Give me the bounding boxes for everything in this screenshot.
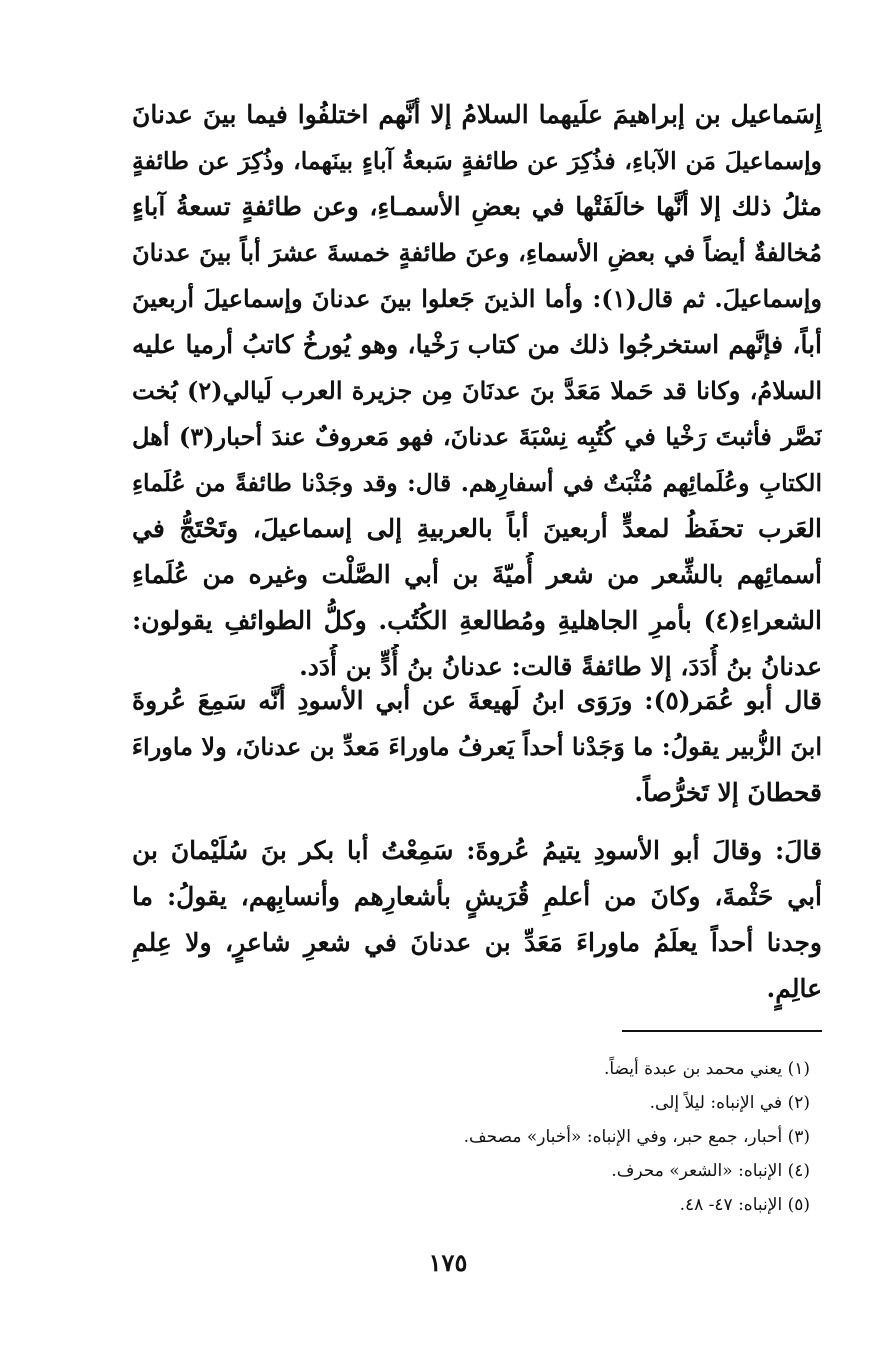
footnote: (٥) الإنباه: ٤٧- ٤٨. — [679, 1195, 810, 1215]
paragraph-2 — [132, 678, 822, 816]
paragraph-1 — [132, 92, 822, 690]
footnotes — [150, 1052, 810, 1222]
footnote: (٢) في الإنباه: ليلاً إلى. — [649, 1093, 810, 1113]
text-line: نَصَّر فأثبتَ رَخْيا في كُتُبِه نِسْبَةَ عدنانَ، فهو مَعروفٌ عندَ أحبار(٣) أهل — [132, 422, 822, 451]
page-number: ١٧٥ — [428, 1248, 468, 1277]
text-line: مثلُ ذلك إلا أنَّها خالَفَتْها في بعضِ الأسمـاءِ، وعن طائفةٍ تسعةُ آباءٍ — [132, 192, 822, 221]
text-line: قحطانَ إلا تَخرُّصاً. — [634, 778, 822, 807]
text-line: قالَ: وقالَ أبو الأسودِ يتيمُ عُروةَ: سَمِعْتُ أبا بكر بنَ سُلَيْمانَ بن — [132, 836, 822, 865]
text-line: أبي حَثْمةَ، وكانَ من أعلمِ قُرَيشٍ بأشعارِهم وأنسابِهم، يقولُ: ما — [132, 882, 822, 911]
footnote: (٤) الإنباه: «الشعر» محرف. — [611, 1161, 810, 1181]
text-line: وإسماعيلَ. ثم قال(١): وأما الذينَ جَعلوا بينَ عدنانَ وإسماعيلَ أربعينَ — [132, 284, 822, 313]
text-line: الشعراءِ(٤) بأمرِ الجاهليةِ ومُطالعةِ الكُتُب. وكلُّ الطوائفِ يقولون: — [132, 606, 822, 635]
text-line: العَرب تحفَظُ لمعدٍّ أربعينَ أباً بالعربيةِ إلى إسماعيلَ، وتَحْتَجُّ في — [132, 514, 822, 543]
text-line: عالِمٍ. — [766, 974, 822, 1003]
text-line: وجدنا أحداً يعلَمُ ماوراءَ مَعَدِّ بن عدنانَ في شعرِ شاعرٍ، ولا عِلمِ — [132, 928, 822, 957]
footnote: (٣) أحبار، جمع حبر، وفي الإنباه: «أخبار» مصحف. — [463, 1127, 810, 1147]
text-line: أباً، فإنَّهم استخرجُوا ذلك من كتاب رَخْيا، وهو يُورخُ كاتبُ أرميا عليه — [132, 330, 822, 359]
paragraph-3 — [132, 828, 822, 1012]
text-line: إِسَماعيل بن إبراهيمَ علَيهما السلامُ إلا أنَّهم اختلفُوا فيما بينَ عدنانَ — [132, 100, 822, 129]
footnote: (١) يعني محمد بن عبدة أيضاً. — [603, 1059, 810, 1079]
footnote-separator — [622, 1030, 822, 1032]
text-line: مُخالفةٌ أيضاً في بعضِ الأسماءِ، وعنَ طائفةٍ خمسةَ عشرَ أباً بينَ عدنانَ — [132, 238, 822, 267]
text-line: السلامُ، وكانا قد حَملا مَعَدَّ بنَ عدنَانَ مِن جزيرة العرب لَيالي(٢) بُخت — [132, 376, 822, 405]
text-line: ابنَ الزُّبير يقولُ: ما وَجَدْنا أحداً يَعرفُ ماوراءَ مَعدِّ بن عدنانَ، ولا ماوراءَ — [132, 732, 822, 761]
text-line: أسمائِهم بالشِّعر من شعر أُميّةَ بن أبي الصَّلْت وغيره من عُلَماءِ — [132, 560, 822, 589]
text-line: قال أبو عُمَر(٥): ورَوَى ابنُ لَهيعةَ عن أبي الأسودِ أنَّه سَمِعَ عُروةَ — [132, 686, 822, 715]
text-line: الكتابِ وعُلَمائِهم مُثْبَتٌ في أسفارِهم. قال: وقد وجَدْنا طائفةً من عُلَماءِ — [132, 469, 822, 497]
text-line: عدنانُ بنُ أُدَدَ، إلا طائفةً قالت: عدنانُ بنُ أُدٍّ بن أُدَد. — [299, 652, 822, 681]
text-line: وإسماعيلَ مَن الآباءِ، فذُكِرَ عن طائفةٍ سَبعةُ آباءٍ بينَهما، وذُكِرَ عن طائفةٍ — [132, 147, 822, 175]
